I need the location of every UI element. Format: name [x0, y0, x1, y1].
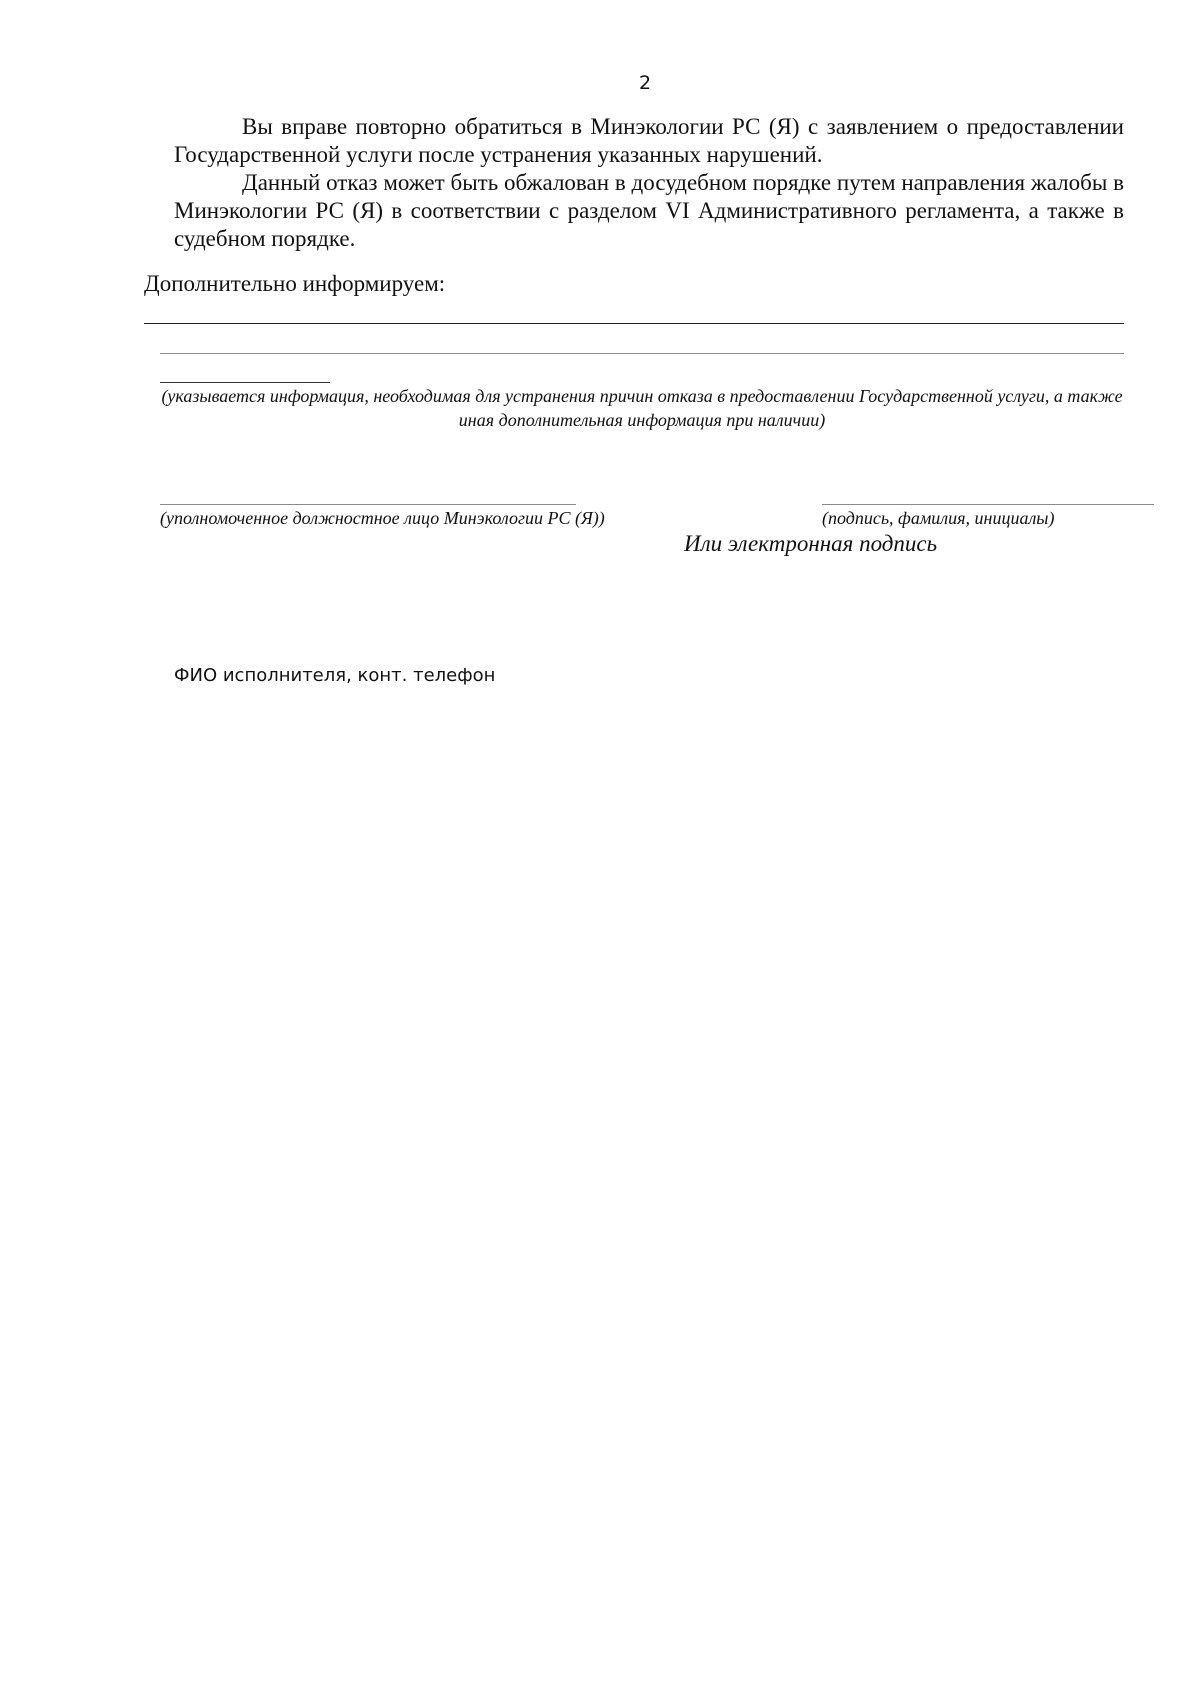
additional-info-line-1 — [144, 323, 1124, 324]
signature-line — [822, 504, 1154, 505]
signature-caption: (подпись, фамилия, инициалы) — [822, 508, 1055, 528]
additional-info-line-2 — [160, 353, 1124, 354]
additional-info-hint: (указывается информация, необходимая для устранения причин отказа в предоставлении Государственной услуги, а также иная дополнительная информация при наличии) — [161, 386, 1123, 430]
paragraph-reapply: Вы вправе повторно обратиться в Минэкологии РС (Я) с заявлением о предоставлении Государственной услуги после устранения указанных нарушений. — [174, 114, 1124, 167]
additional-info-label: Дополнительно информируем: — [144, 271, 446, 296]
electronic-signature-note: Или электронная подпись — [684, 531, 938, 556]
executor-contact: ФИО исполнителя, конт. телефон — [174, 665, 496, 686]
page-number: 2 — [638, 72, 652, 94]
official-caption: (уполномоченное должностное лицо Минэкологии РС (Я)) — [160, 508, 605, 528]
footnote-separator-line — [160, 382, 330, 383]
body-text — [174, 113, 1124, 253]
paragraph-appeal: Данный отказ может быть обжалован в досудебном порядке путем направления жалобы в Минэкологии РС (Я) в соответствии с разделом VI Административного регламента, а также в судебном порядке. — [174, 170, 1124, 251]
official-signature-line — [160, 504, 576, 505]
